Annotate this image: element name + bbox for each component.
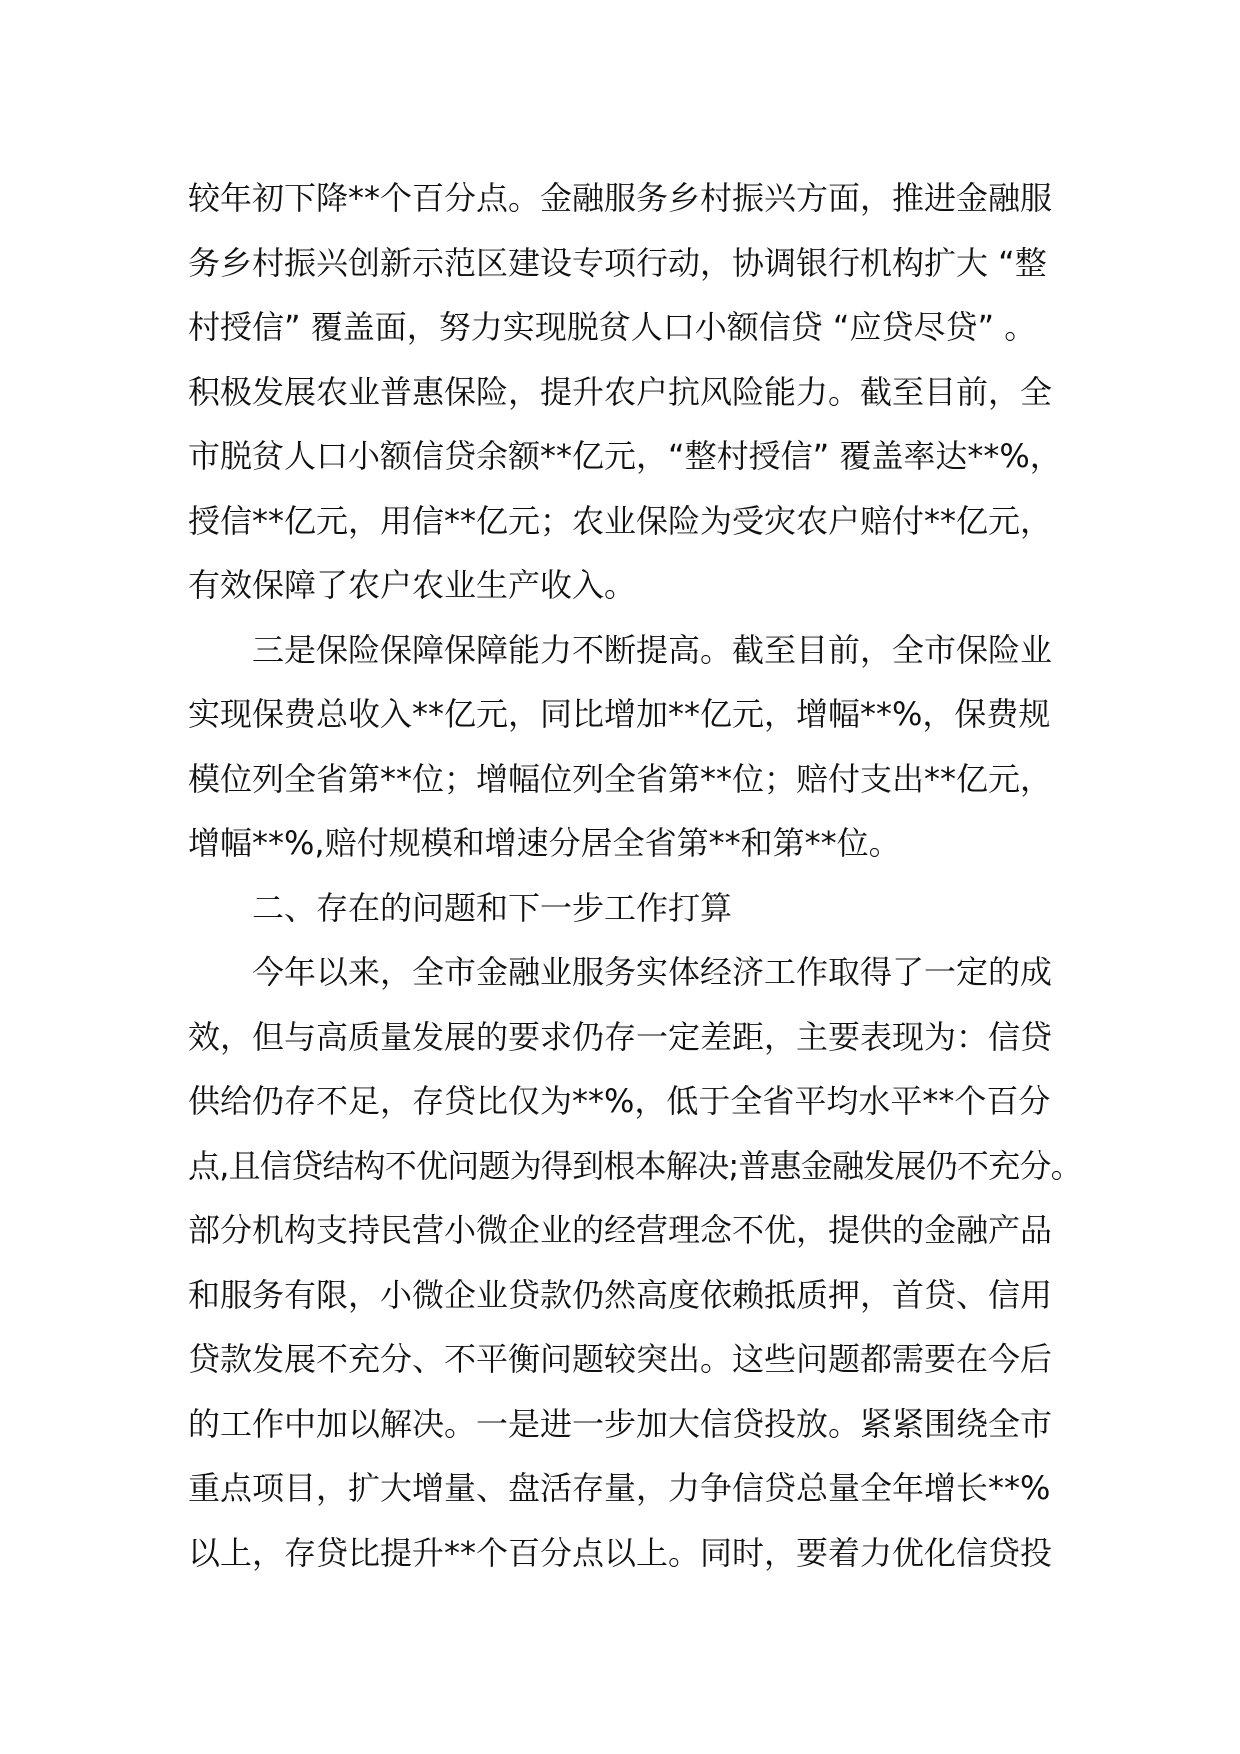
text-line: 市脱贫人口小额信贷余额**亿元，“整村授信” 覆盖率达**%， bbox=[188, 437, 1062, 475]
text-line: 贷款发展不充分、不平衡问题较突出。这些问题都需要在今后 bbox=[188, 1340, 1053, 1378]
paragraph-start-line: 今年以来，全市金融业服务实体经济工作取得了一定的成 bbox=[252, 953, 1053, 991]
text-line: 效，但与高质量发展的要求仍存一定差距，主要表现为：信贷 bbox=[188, 1017, 1053, 1056]
section-heading: 二、存在的问题和下一步工作打算 bbox=[252, 888, 733, 927]
text-line: 部分机构支持民营小微企业的经营理念不优，提供的金融产品 bbox=[188, 1211, 1053, 1249]
text-line: 实现保费总收入**亿元，同比增加**亿元，增幅**%，保费规 bbox=[188, 695, 1051, 733]
text-line: 增幅**%,赔付规模和增速分居全省第**和第**位。 bbox=[188, 824, 901, 862]
text-line: 以上，存贷比提升**个百分点以上。同时，要着力优化信贷投 bbox=[188, 1533, 1053, 1572]
text-line: 的工作中加以解决。一是进一步加大信贷投放。紧紧围绕全市 bbox=[188, 1404, 1053, 1443]
text-line: 务乡村振兴创新示范区建设专项行动，协调银行机构扩大 “整 bbox=[188, 243, 1047, 282]
text-line: 积极发展农业普惠保险，提升农户抗风险能力。截至目前，全 bbox=[188, 372, 1053, 411]
text-line: 较年初下降**个百分点。金融服务乡村振兴方面，推进金融服 bbox=[188, 179, 1053, 217]
text-line: 村授信” 覆盖面，努力实现脱贫人口小额信贷 “应贷尽贷” 。 bbox=[188, 308, 1037, 346]
text-line: 有效保障了农户农业生产收入。 bbox=[188, 566, 637, 604]
text-line: 点,且信贷结构不优问题为得到根本解决;普惠金融发展仍不充分。 bbox=[188, 1146, 1082, 1185]
text-line: 和服务有限，小微企业贷款仍然高度依赖抵质押，首贷、信用 bbox=[188, 1275, 1053, 1314]
text-line: 授信**亿元，用信**亿元；农业保险为受灾农户赔付**亿元， bbox=[188, 501, 1053, 540]
text-line: 供给仍存不足，存贷比仅为**%，低于全省平均水平**个百分 bbox=[188, 1082, 1051, 1120]
text-line: 重点项目，扩大增量、盘活存量，力争信贷总量全年增长**% bbox=[188, 1469, 1051, 1507]
paragraph-start-line: 三是保险保障保障能力不断提高。截至目前，全市保险业 bbox=[252, 630, 1053, 669]
document-body bbox=[188, 166, 1088, 1585]
text-line: 模位列全省第**位；增幅位列全省第**位；赔付支出**亿元， bbox=[188, 759, 1053, 798]
